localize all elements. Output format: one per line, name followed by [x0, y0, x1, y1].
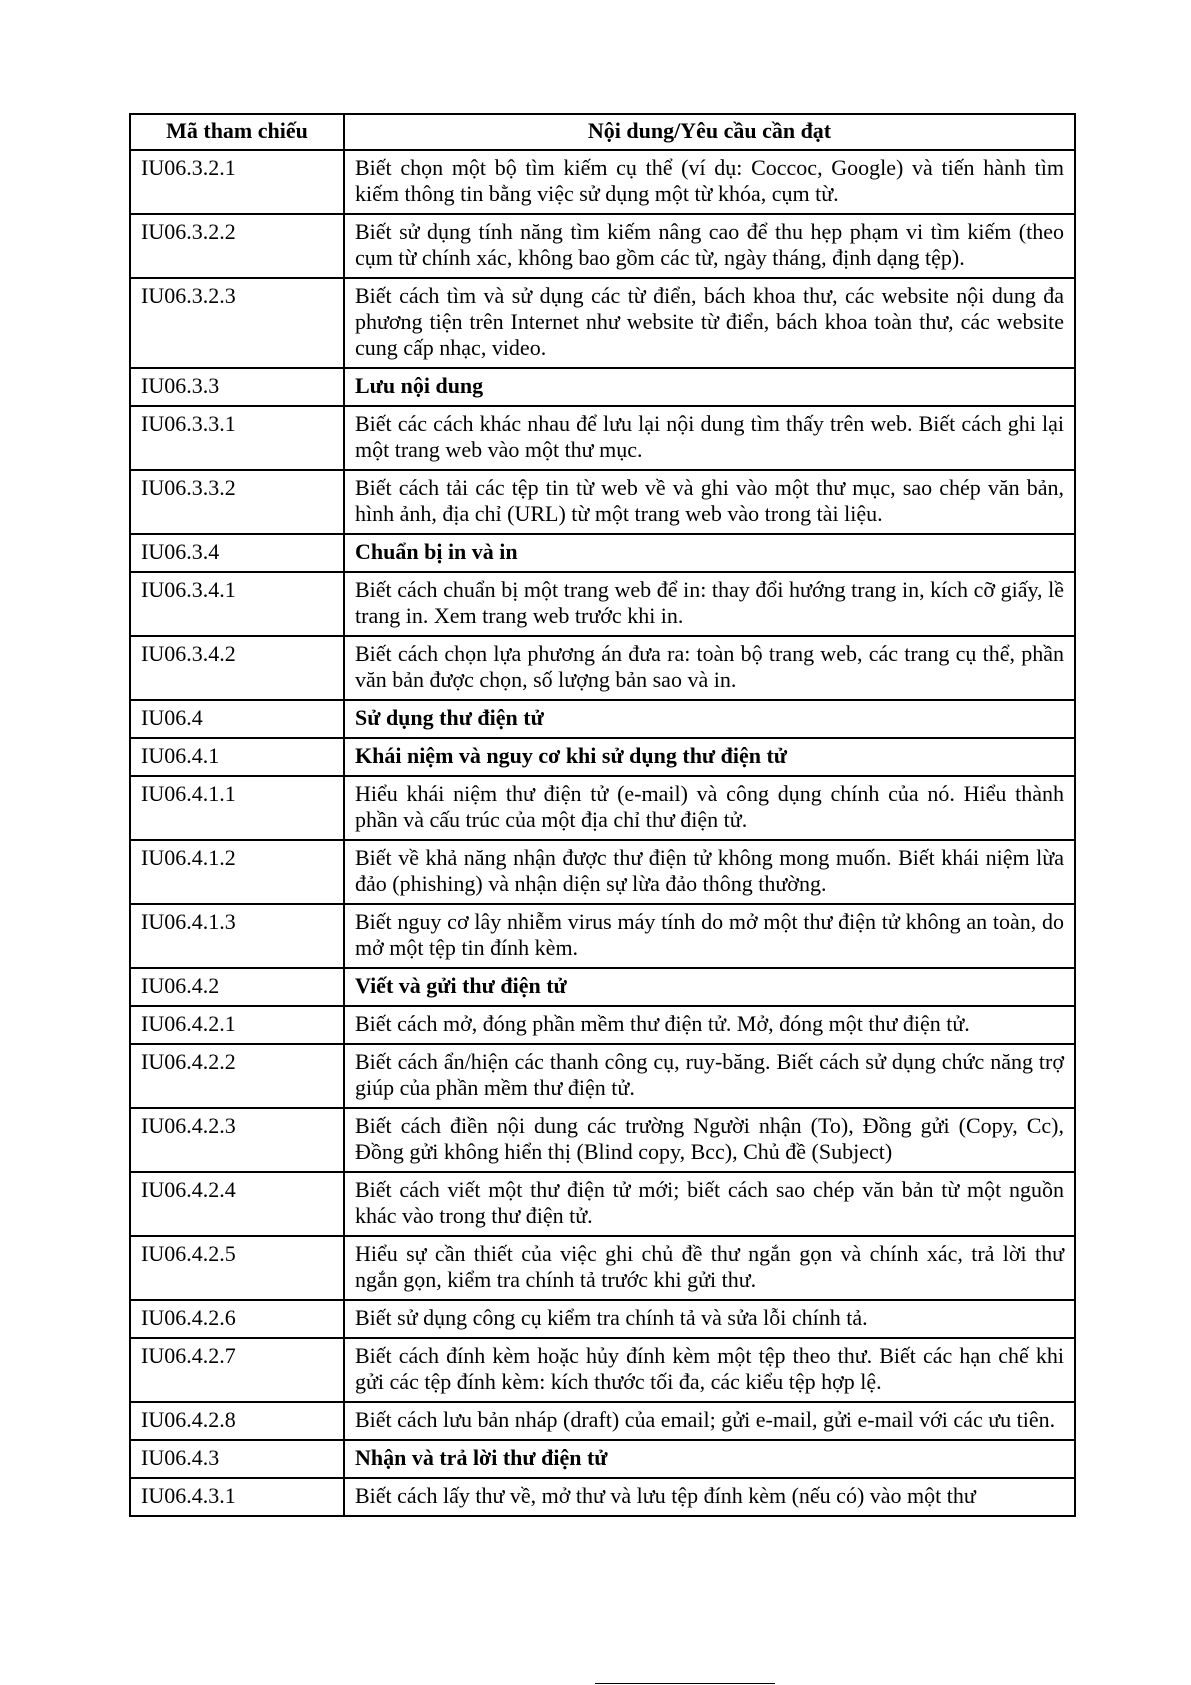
- table-row: [130, 1440, 1075, 1478]
- reference-code: IU06.4.2.7: [130, 1338, 344, 1402]
- table-row: [130, 840, 1075, 904]
- requirement-text: Hiểu khái niệm thư điện tử (e-mail) và công dụng chính của nó. Hiểu thành phần và cấu trúc của một địa chỉ thư điện tử.: [344, 776, 1075, 840]
- requirement-text: Biết các cách khác nhau để lưu lại nội dung tìm thấy trên web. Biết cách ghi lại một trang web vào một thư mục.: [344, 406, 1075, 470]
- section-heading: Khái niệm và nguy cơ khi sử dụng thư điện tử: [344, 738, 1075, 776]
- reference-table: [129, 113, 1076, 1517]
- requirement-text: Hiểu sự cần thiết của việc ghi chủ đề thư ngắn gọn và chính xác, trả lời thư ngắn gọn, kiểm tra chính tả trước khi gửi thư.: [344, 1236, 1075, 1300]
- reference-code: IU06.4: [130, 700, 344, 738]
- reference-code: IU06.4.2.2: [130, 1044, 344, 1108]
- reference-code: IU06.3.3: [130, 368, 344, 406]
- table-row: [130, 738, 1075, 776]
- table-row: [130, 278, 1075, 368]
- table-row: [130, 700, 1075, 738]
- requirement-text: Biết cách lưu bản nháp (draft) của email; gửi e-mail, gửi e-mail với các ưu tiên.: [344, 1402, 1075, 1440]
- requirement-text: Biết cách chuẩn bị một trang web để in: thay đổi hướng trang in, kích cỡ giấy, lề trang in. Xem trang web trước khi in.: [344, 572, 1075, 636]
- table-row: [130, 534, 1075, 572]
- section-heading: Lưu nội dung: [344, 368, 1075, 406]
- reference-code: IU06.3.3.1: [130, 406, 344, 470]
- table-body: [130, 150, 1075, 1516]
- table-row: [130, 1478, 1075, 1516]
- table-row: [130, 968, 1075, 1006]
- reference-code: IU06.4.1.2: [130, 840, 344, 904]
- reference-code: IU06.3.4.2: [130, 636, 344, 700]
- reference-code: IU06.3.2.2: [130, 214, 344, 278]
- reference-code: IU06.3.3.2: [130, 470, 344, 534]
- header-code: Mã tham chiếu: [130, 114, 344, 150]
- table-row: [130, 1044, 1075, 1108]
- table-header-row: [130, 114, 1075, 150]
- table-row: [130, 1300, 1075, 1338]
- section-heading: Nhận và trả lời thư điện tử: [344, 1440, 1075, 1478]
- requirement-text: Biết cách mở, đóng phần mềm thư điện tử. Mở, đóng một thư điện tử.: [344, 1006, 1075, 1044]
- table-row: [130, 406, 1075, 470]
- reference-code: IU06.4.1.1: [130, 776, 344, 840]
- requirement-text: Biết cách tải các tệp tin từ web về và ghi vào một thư mục, sao chép văn bản, hình ảnh, địa chỉ (URL) từ một trang web vào trong tài liệu.: [344, 470, 1075, 534]
- table-row: [130, 636, 1075, 700]
- reference-code: IU06.4.2.8: [130, 1402, 344, 1440]
- section-heading: Sử dụng thư điện tử: [344, 700, 1075, 738]
- header-content: Nội dung/Yêu cầu cần đạt: [344, 114, 1075, 150]
- table-row: [130, 368, 1075, 406]
- table-row: [130, 1338, 1075, 1402]
- requirement-text: Biết sử dụng tính năng tìm kiếm nâng cao để thu hẹp phạm vi tìm kiếm (theo cụm từ chính xác, không bao gồm các từ, ngày tháng, định dạng tệp).: [344, 214, 1075, 278]
- requirement-text: Biết cách viết một thư điện tử mới; biết cách sao chép văn bản từ một nguồn khác vào trong thư điện tử.: [344, 1172, 1075, 1236]
- requirement-text: Biết cách chọn lựa phương án đưa ra: toàn bộ trang web, các trang cụ thể, phần văn bản được chọn, số lượng bản sao và in.: [344, 636, 1075, 700]
- requirement-text: Biết cách đính kèm hoặc hủy đính kèm một tệp theo thư. Biết các hạn chế khi gửi các tệp đính kèm: kích thước tối đa, các kiểu tệp hợp lệ.: [344, 1338, 1075, 1402]
- requirement-text: Biết cách ẩn/hiện các thanh công cụ, ruy-băng. Biết cách sử dụng chức năng trợ giúp của phần mềm thư điện tử.: [344, 1044, 1075, 1108]
- table-row: [130, 776, 1075, 840]
- table-row: [130, 1402, 1075, 1440]
- reference-code: IU06.4.3: [130, 1440, 344, 1478]
- table-row: [130, 904, 1075, 968]
- section-heading: Viết và gửi thư điện tử: [344, 968, 1075, 1006]
- footer-divider: [595, 1683, 775, 1684]
- reference-code: IU06.4.1.3: [130, 904, 344, 968]
- reference-code: IU06.4.2.6: [130, 1300, 344, 1338]
- requirement-text: Biết nguy cơ lây nhiễm virus máy tính do mở một thư điện tử không an toàn, do mở một tệp tin đính kèm.: [344, 904, 1075, 968]
- table-row: [130, 470, 1075, 534]
- reference-code: IU06.4.2.5: [130, 1236, 344, 1300]
- requirement-text: Biết cách lấy thư về, mở thư và lưu tệp đính kèm (nếu có) vào một thư: [344, 1478, 1075, 1516]
- reference-code: IU06.4.3.1: [130, 1478, 344, 1516]
- requirement-text: Biết cách điền nội dung các trường Người nhận (To), Đồng gửi (Copy, Cc), Đồng gửi không hiển thị (Blind copy, Bcc), Chủ đề (Subject): [344, 1108, 1075, 1172]
- table-row: [130, 150, 1075, 214]
- table-row: [130, 214, 1075, 278]
- reference-code: IU06.4.2.3: [130, 1108, 344, 1172]
- requirement-text: Biết sử dụng công cụ kiểm tra chính tả và sửa lỗi chính tả.: [344, 1300, 1075, 1338]
- table-row: [130, 1006, 1075, 1044]
- table-row: [130, 1108, 1075, 1172]
- requirement-text: Biết chọn một bộ tìm kiếm cụ thể (ví dụ: Coccoc, Google) và tiến hành tìm kiếm thông tin bằng việc sử dụng một từ khóa, cụm từ.: [344, 150, 1075, 214]
- reference-code: IU06.3.2.3: [130, 278, 344, 368]
- reference-code: IU06.4.2: [130, 968, 344, 1006]
- reference-code: IU06.3.4: [130, 534, 344, 572]
- reference-code: IU06.4.2.1: [130, 1006, 344, 1044]
- table-row: [130, 572, 1075, 636]
- table-row: [130, 1236, 1075, 1300]
- reference-code: IU06.3.4.1: [130, 572, 344, 636]
- reference-code: IU06.4.1: [130, 738, 344, 776]
- reference-code: IU06.3.2.1: [130, 150, 344, 214]
- requirement-text: Biết cách tìm và sử dụng các từ điển, bách khoa thư, các website nội dung đa phương tiện trên Internet như website từ điển, bách khoa toàn thư, các website cung cấp nhạc, video.: [344, 278, 1075, 368]
- table-row: [130, 1172, 1075, 1236]
- section-heading: Chuẩn bị in và in: [344, 534, 1075, 572]
- reference-code: IU06.4.2.4: [130, 1172, 344, 1236]
- requirement-text: Biết về khả năng nhận được thư điện tử không mong muốn. Biết khái niệm lừa đảo (phishing) và nhận diện sự lừa đảo thông thường.: [344, 840, 1075, 904]
